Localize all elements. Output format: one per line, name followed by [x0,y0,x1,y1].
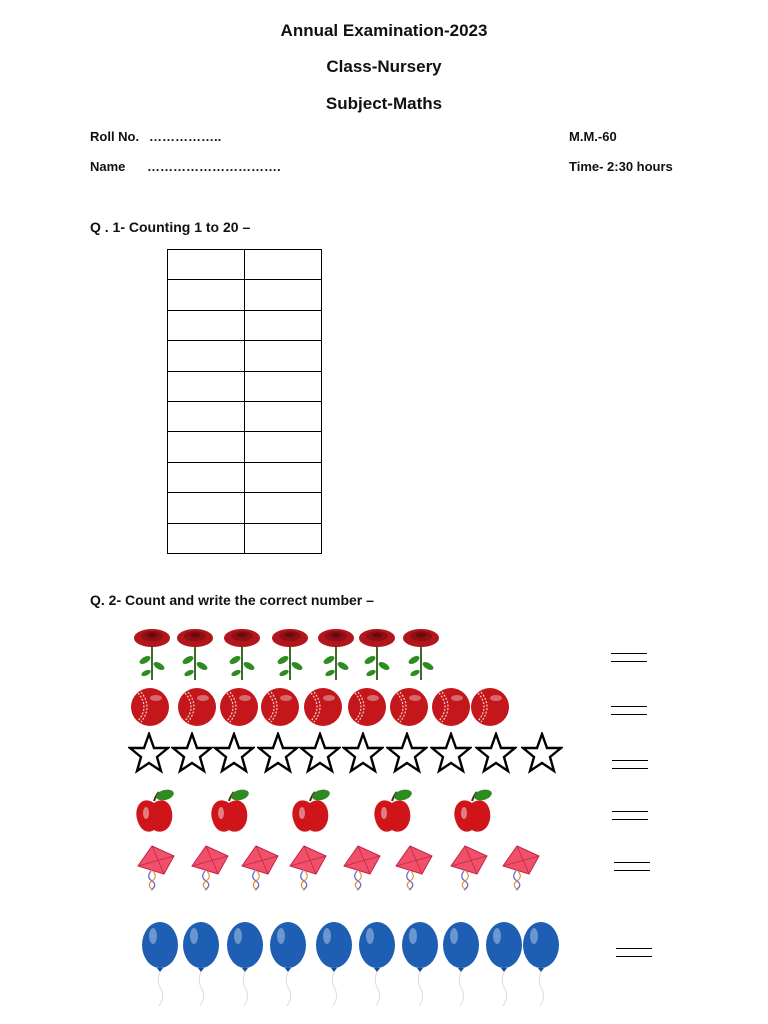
counting-grid [167,249,322,554]
rose-icon [357,628,397,687]
grid-cell[interactable] [168,280,245,310]
grid-cell[interactable] [245,493,322,523]
balloon-icon [225,921,265,1012]
grid-cell[interactable] [168,432,245,462]
answer-blank[interactable] [612,760,648,769]
rose-icon [175,628,215,687]
apple-icon [134,789,176,840]
grid-row [168,432,322,462]
answer-blank[interactable] [611,706,647,715]
kite-icon [390,844,436,899]
star-icon [430,732,472,779]
grid-cell[interactable] [168,341,245,371]
balloon-icon [400,921,440,1012]
star-icon [299,732,341,779]
grid-cell[interactable] [245,310,322,340]
answer-blank[interactable] [614,862,650,871]
star-icon [213,732,255,779]
question-2-title: Q. 2- Count and write the correct number – [90,592,374,608]
kite-icon [186,844,232,899]
balloon-icon [521,921,561,1012]
cricket-ball-icon [303,687,343,732]
grid-cell[interactable] [168,493,245,523]
cricket-ball-icon [177,687,217,732]
grid-row [168,462,322,492]
kite-icon [338,844,384,899]
grid-row [168,493,322,523]
max-marks: M.M.-60 [569,129,617,144]
cricket-ball-icon [347,687,387,732]
balloon-icon [314,921,354,1012]
name-blank: …………………………. [147,159,281,174]
grid-row [168,523,322,553]
rose-icon [401,628,441,687]
star-icon [171,732,213,779]
name-label: Name [90,159,126,174]
grid-row [168,401,322,431]
rose-icon [132,628,172,687]
answer-blank[interactable] [611,653,647,662]
star-icon [386,732,428,779]
roll-blank: …………….. [149,129,222,144]
star-icon [257,732,299,779]
grid-cell[interactable] [168,523,245,553]
class-title: Class-Nursery [326,57,442,76]
balloon-icon [484,921,524,1012]
grid-row [168,310,322,340]
grid-cell[interactable] [245,371,322,401]
question-1-title: Q . 1- Counting 1 to 20 – [90,219,251,235]
answer-blank[interactable] [616,948,652,957]
cricket-ball-icon [219,687,259,732]
grid-cell[interactable] [168,401,245,431]
kite-icon [236,844,282,899]
subject-title: Subject-Maths [325,94,443,113]
grid-cell[interactable] [168,250,245,280]
grid-cell[interactable] [168,371,245,401]
grid-row [168,280,322,310]
cricket-ball-icon [389,687,429,732]
grid-cell[interactable] [245,523,322,553]
apple-icon [209,789,251,840]
apple-icon [452,789,494,840]
roll-label: Roll No. [90,129,140,144]
star-icon [128,732,170,779]
balloon-icon [181,921,221,1012]
grid-cell[interactable] [168,462,245,492]
grid-cell[interactable] [245,250,322,280]
grid-row [168,341,322,371]
cricket-ball-icon [431,687,471,732]
grid-row [168,371,322,401]
grid-cell[interactable] [245,462,322,492]
cricket-ball-icon [130,687,170,732]
cricket-ball-icon [260,687,300,732]
apple-icon [290,789,332,840]
apple-icon [372,789,414,840]
kite-icon [132,844,178,899]
answer-blank[interactable] [612,811,648,820]
grid-cell[interactable] [168,310,245,340]
time-allowed: Time- 2:30 hours [569,159,673,174]
balloon-icon [357,921,397,1012]
star-icon [342,732,384,779]
rose-icon [316,628,356,687]
kite-icon [497,844,543,899]
kite-icon [445,844,491,899]
rose-icon [222,628,262,687]
grid-cell[interactable] [245,341,322,371]
grid-cell[interactable] [245,432,322,462]
grid-cell[interactable] [245,401,322,431]
rose-icon [270,628,310,687]
star-icon [475,732,517,779]
cricket-ball-icon [470,687,510,732]
star-icon [521,732,563,779]
balloon-icon [140,921,180,1012]
kite-icon [284,844,330,899]
grid-cell[interactable] [245,280,322,310]
balloon-icon [441,921,481,1012]
balloon-icon [268,921,308,1012]
grid-row [168,250,322,280]
exam-title: Annual Examination-2023 [280,21,488,40]
